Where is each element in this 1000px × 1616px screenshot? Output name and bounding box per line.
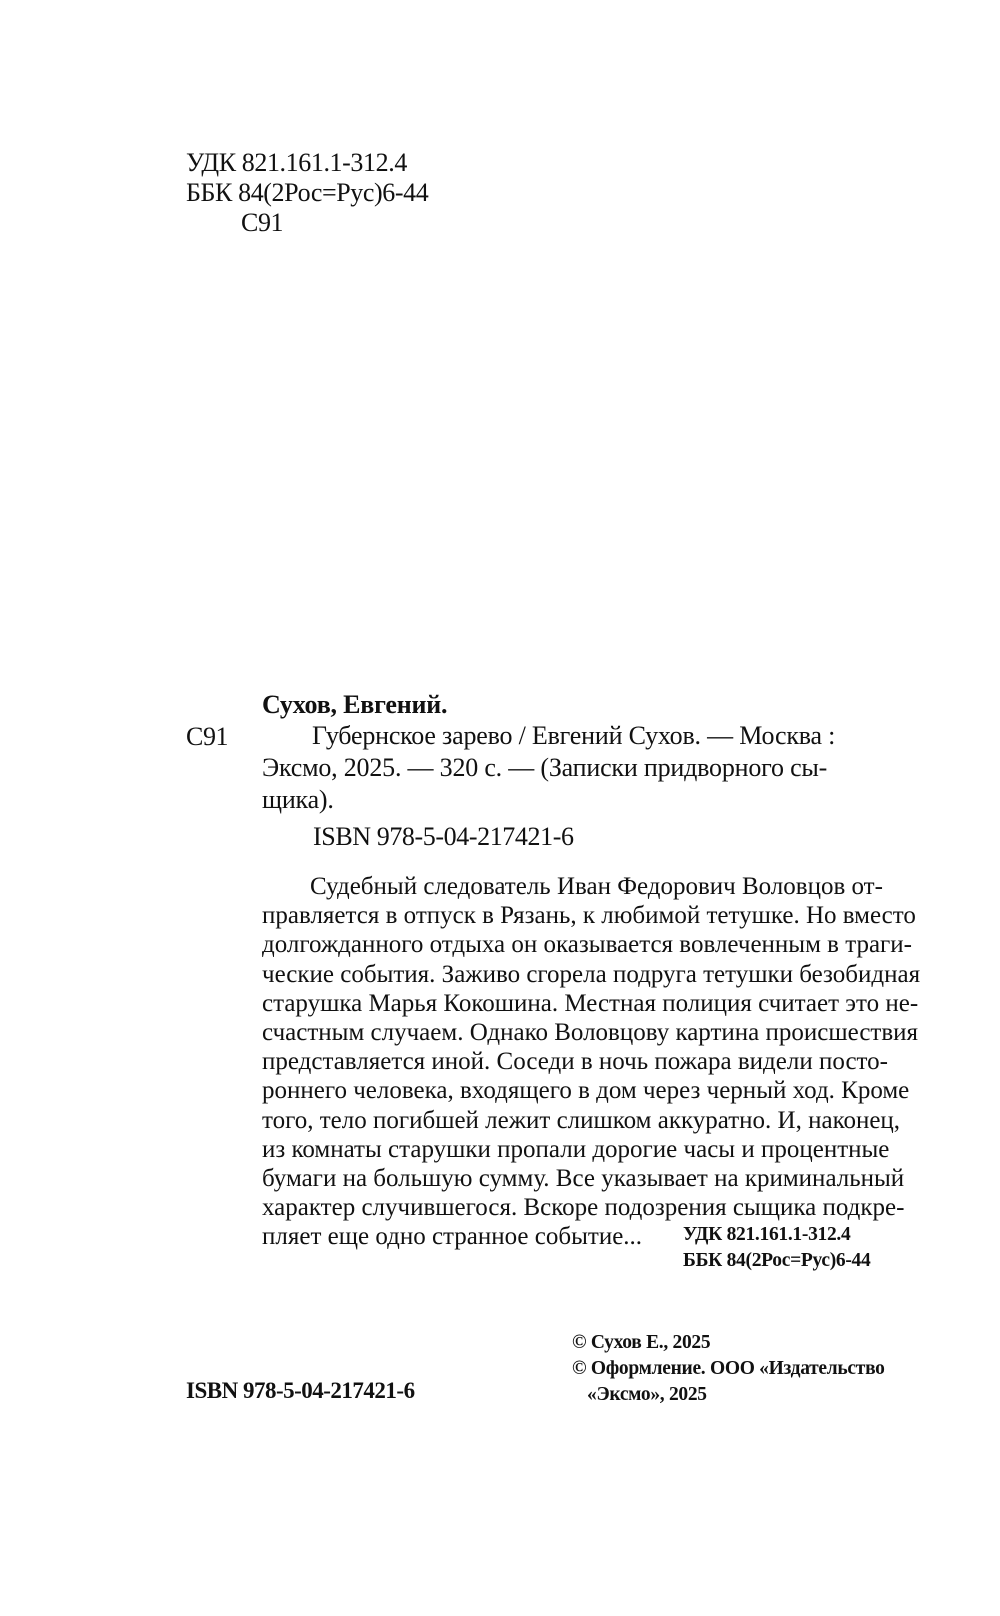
annotation-line: характер случившегося. Вскоре подозрения сыщика подкре-: [262, 1194, 905, 1222]
isbn-bottom: ISBN 978-5-04-217421-6: [186, 1378, 415, 1403]
copyright-design-continued: «Эксмо», 2025: [587, 1384, 707, 1405]
annotation-line: долгожданного отдыха он оказывается вовлеченным в траги-: [262, 931, 912, 959]
copyright-design: © Оформление. ООО «Издательство: [572, 1358, 885, 1379]
bibliographic-line: Эксмо, 2025. — 320 с. — (Записки придворного сы-: [262, 753, 828, 782]
annotation-line: Судебный следователь Иван Федорович Воловцов от-: [310, 873, 883, 900]
udk-code-bottom: УДК 821.161.1-312.4: [683, 1224, 851, 1245]
bibliographic-line: щика).: [262, 785, 334, 814]
udk-code: УДК 821.161.1-312.4: [186, 148, 407, 177]
author-mark: С91: [241, 208, 284, 237]
entry-author: Сухов, Евгений.: [262, 690, 448, 719]
annotation-line: старушка Марья Кокошина. Местная полиция считает это не-: [262, 989, 919, 1017]
annotation-line: представляется иной. Соседи в ночь пожара видели посто-: [262, 1048, 888, 1076]
copyright-block: [572, 1330, 885, 1408]
annotation-line: ческие события. Заживо сгорела подруга тетушки безобидная: [262, 960, 921, 988]
annotation-line: счастным случаем. Однако Воловцову картина происшествия: [262, 1019, 919, 1047]
copyright-author: © Сухов Е., 2025: [572, 1332, 711, 1353]
annotation-line: роннего человека, входящего в дом через черный ход. Кроме: [262, 1077, 910, 1105]
annotation-line: правляется в отпуск в Рязань, к любимой тетушке. Но вместо: [262, 902, 916, 930]
annotation-line: пляет еще одно странное событие...: [262, 1223, 643, 1251]
bibliographic-line: Губернское зарево / Евгений Сухов. — Москва :: [312, 721, 836, 750]
annotation-line: бумаги на большую сумму. Все указывает на криминальный: [262, 1165, 905, 1193]
classification-codes-top: [186, 148, 428, 238]
annotation: [262, 872, 921, 1252]
entry-author-mark: С91: [186, 722, 229, 751]
bbk-code: ББК 84(2Рос=Рус)6-44: [186, 178, 429, 207]
annotation-line: из комнаты старушки пропали дорогие часы и процентные: [262, 1135, 890, 1163]
annotation-line: того, тело погибшей лежит слишком аккуратно. И, наконец,: [262, 1106, 901, 1134]
classification-codes-bottom: [683, 1222, 870, 1274]
bbk-code-bottom: ББК 84(2Рос=Рус)6-44: [683, 1250, 871, 1271]
bibliographic-description: [262, 720, 882, 816]
entry-isbn: ISBN 978-5-04-217421-6: [313, 822, 574, 851]
